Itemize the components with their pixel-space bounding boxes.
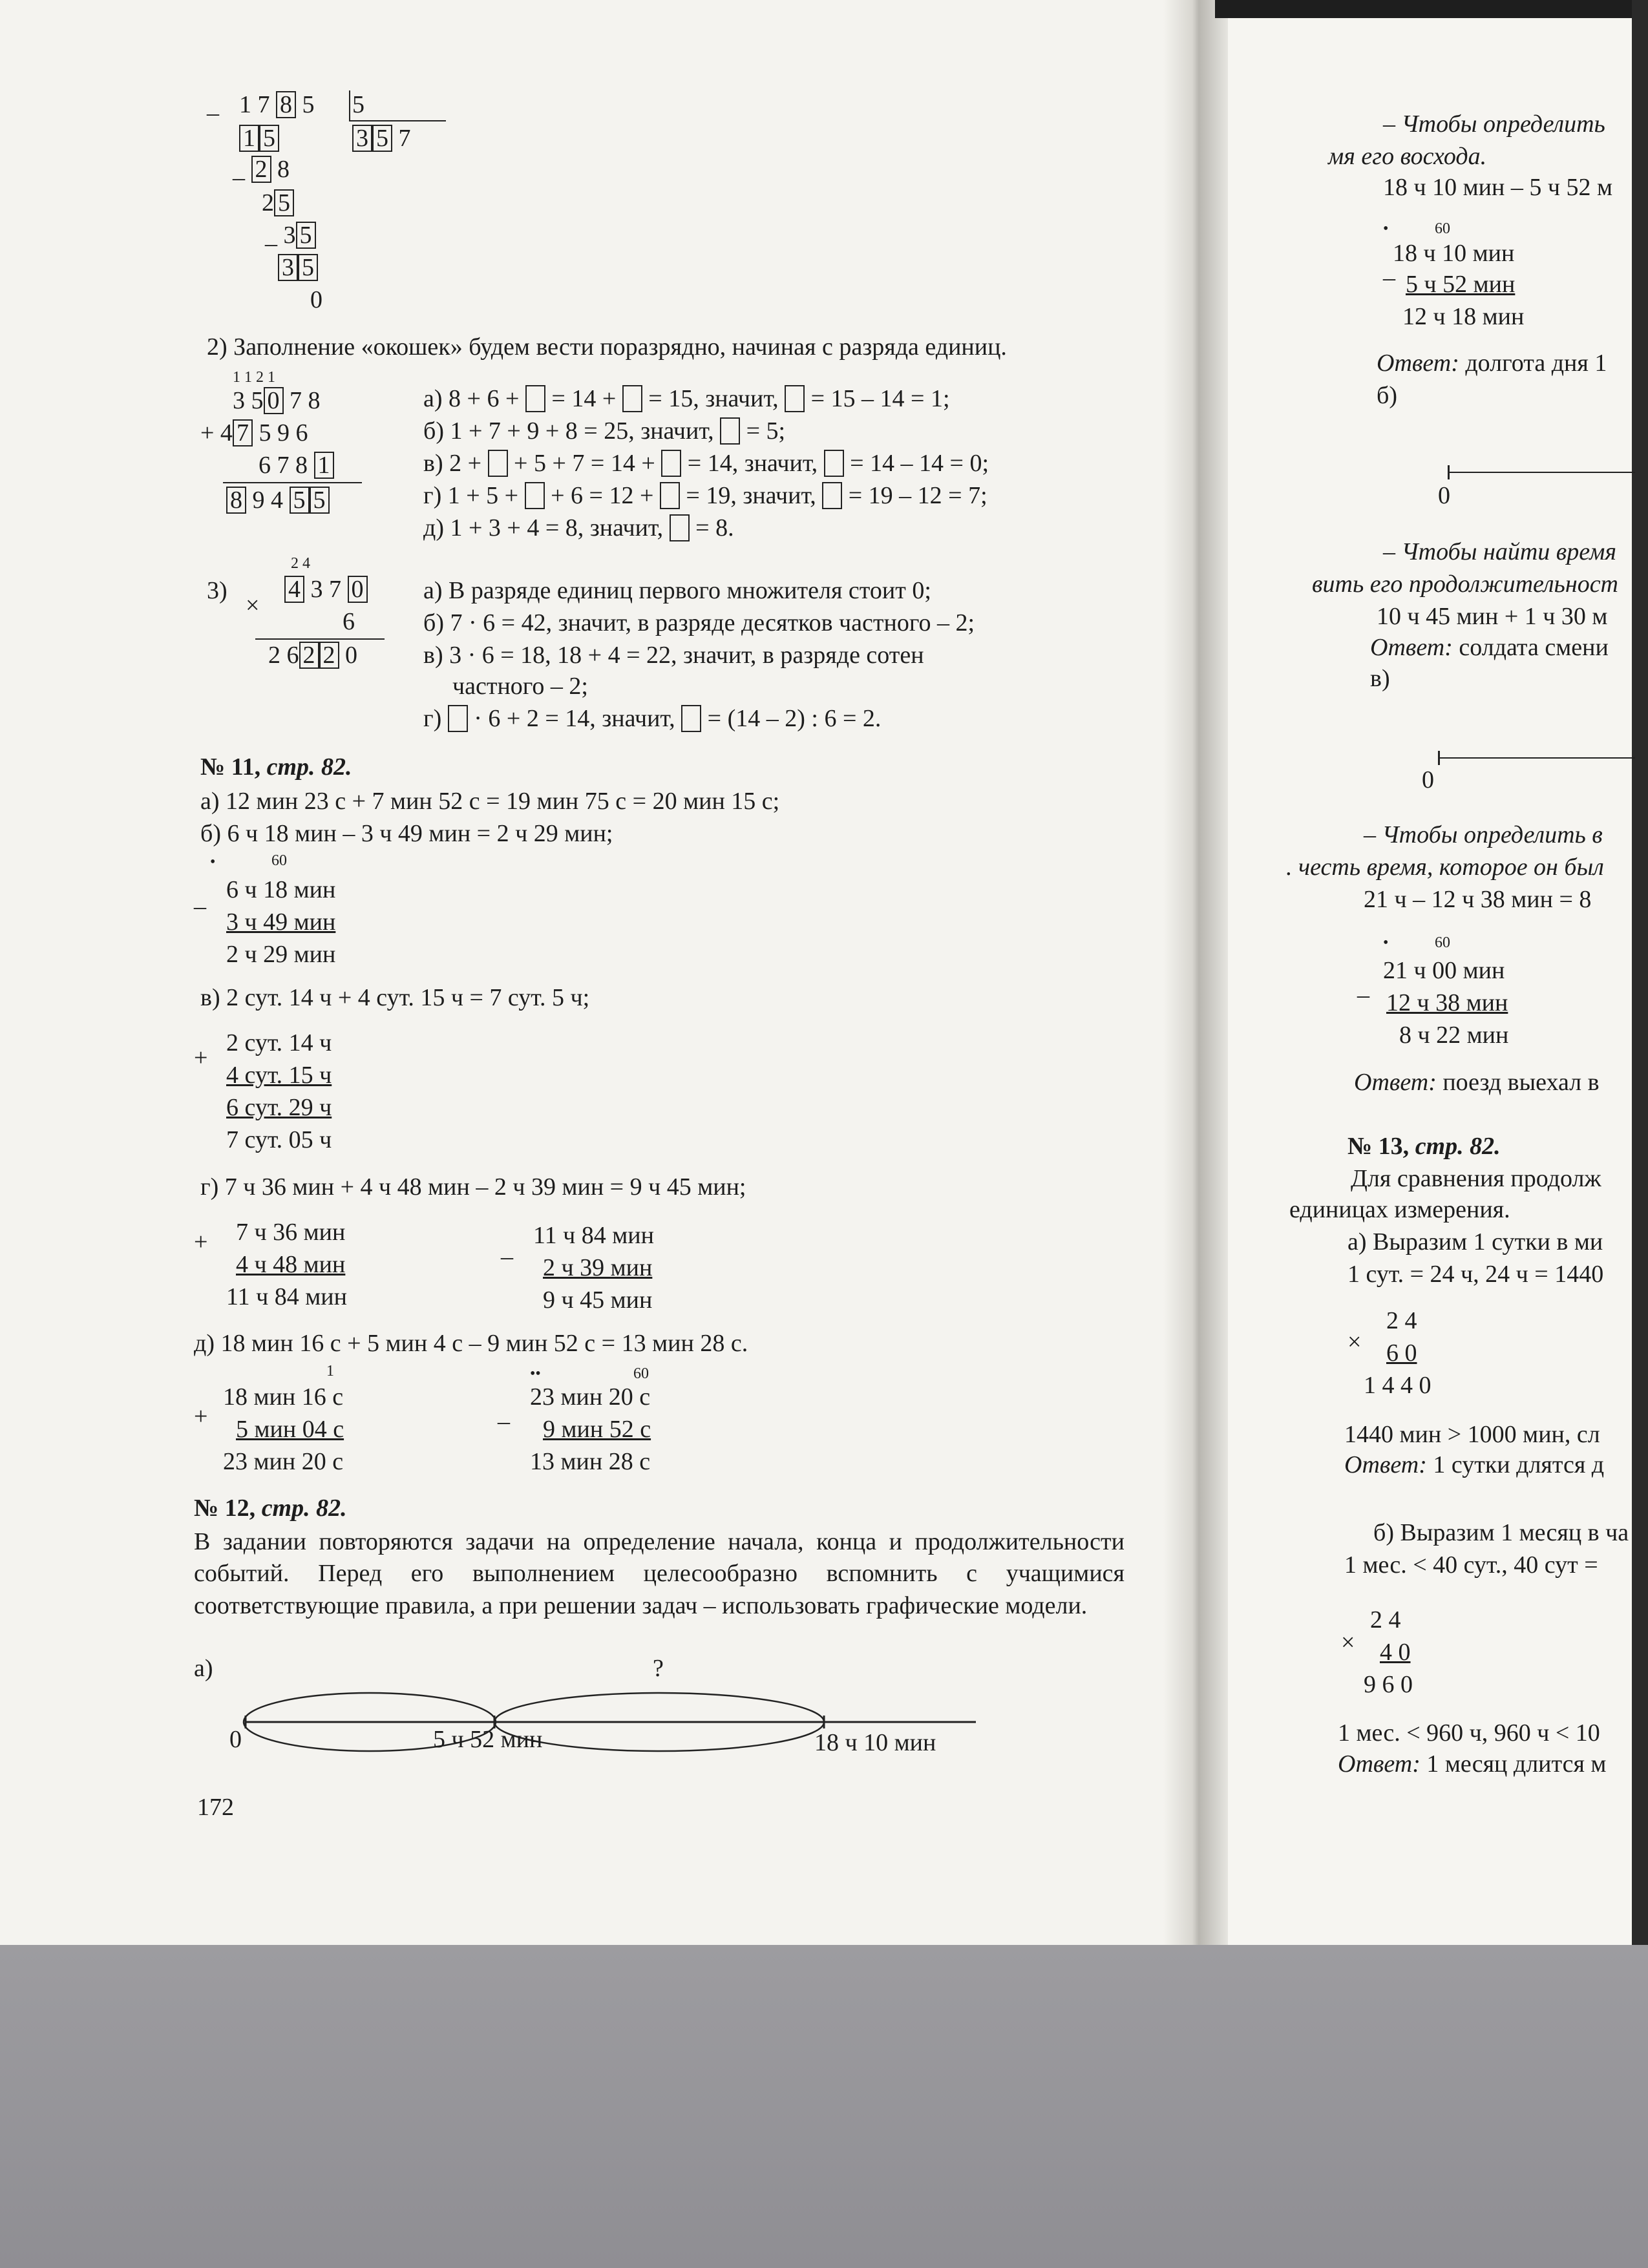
answer-text: солдата смени	[1459, 634, 1609, 661]
minus-sign: _	[498, 1400, 510, 1427]
column-row: 5 ч 52 мин	[1406, 271, 1516, 298]
column-row: 4 ч 48 мин	[236, 1251, 346, 1278]
empty-box	[661, 450, 681, 477]
exercise-12-heading	[194, 1494, 347, 1524]
carry-digit: 1	[326, 1363, 334, 1380]
column-row: 12 ч 18 мин	[1402, 303, 1525, 330]
text: + 6 = 12 +	[551, 482, 654, 509]
digit-box: 3	[278, 254, 298, 281]
borrow-dot: •	[1383, 934, 1389, 951]
page-number: 172	[197, 1794, 234, 1821]
digit-box: 0	[264, 387, 284, 414]
exercise-page: стр. 82.	[266, 753, 352, 781]
item-a: а) 12 мин 23 с + 7 мин 52 с = 19 мин 75 с = 20 мин 15 с;	[200, 788, 780, 815]
answer-label: Ответ:	[1344, 1451, 1427, 1478]
column-row: 9 6 0	[1364, 1671, 1413, 1698]
step-v	[423, 449, 989, 479]
empty-box	[720, 417, 740, 445]
digits: 2 6	[268, 642, 299, 669]
column-row: 2 4	[1370, 1606, 1401, 1633]
scan-edge-top	[1215, 0, 1648, 18]
timeline-zero: 0	[229, 1726, 242, 1753]
borrow-60: 60	[633, 1365, 649, 1382]
digit-box: 1	[239, 125, 259, 152]
column-row: 2 ч 29 мин	[226, 941, 336, 968]
section2-heading: 2) Заполнение «окошек» будем вести поразрядно, начиная с разряда единиц.	[207, 333, 1007, 361]
right-text: 1 мес. < 960 ч, 960 ч < 10	[1338, 1719, 1600, 1747]
scan-edge-right	[1632, 0, 1648, 1951]
empty-box	[822, 482, 842, 509]
timeline-tick	[1448, 465, 1450, 479]
digits: 7 8	[290, 387, 321, 414]
exercise-number: № 12,	[194, 1495, 256, 1522]
borrow-dots: ••	[530, 1365, 541, 1382]
digit-box: 5	[310, 487, 330, 514]
exercise-12-text: В задании повторяются задачи на определение начала, конца и продолжительности событий. Перед его выполнением целесообразно вспомнить с учащимися соответствующие правила, а при решении задач – использовать графические модели.	[194, 1528, 1125, 1619]
digit: 2	[262, 189, 274, 216]
digits: 6 7 8	[259, 452, 308, 479]
division-row	[262, 189, 294, 218]
divisor: 5	[352, 91, 364, 118]
sum-line	[223, 482, 362, 483]
item-g: г) 7 ч 36 мин + 4 ч 48 мин – 2 ч 39 мин = 9 ч 45 мин;	[200, 1173, 746, 1201]
times-sign: ×	[1341, 1629, 1355, 1656]
digit-box: 2	[299, 642, 319, 669]
text: г)	[423, 705, 442, 732]
text: = 14, значит,	[687, 450, 818, 477]
right-text: – Чтобы найти время	[1383, 538, 1617, 565]
answer-label: Ответ:	[1370, 634, 1453, 661]
empty-box	[670, 514, 690, 541]
digit-box: 5	[296, 222, 316, 249]
step-a: а) В разряде единиц первого множителя стоит 0;	[423, 577, 931, 604]
item-label: в)	[1370, 665, 1390, 692]
text: = (14 – 2) : 6 = 2.	[707, 705, 882, 732]
borrow-dot: •	[1383, 220, 1389, 237]
empty-box	[448, 705, 468, 732]
product-line	[255, 638, 385, 640]
text: = 8.	[695, 514, 734, 541]
digit-box: 5	[259, 125, 279, 152]
carry-digits: 1 1 2 1	[233, 369, 275, 386]
timeline-label: 5 ч 52 мин	[433, 1726, 543, 1753]
column-row: 18 мин 16 с	[223, 1383, 344, 1411]
answer-line	[1377, 349, 1607, 379]
sum	[226, 486, 330, 516]
column-row: 21 ч 00 мин	[1383, 957, 1505, 984]
division-row	[239, 90, 315, 120]
timeline-zero: 0	[1422, 766, 1434, 793]
digits: 5 9 6	[259, 419, 308, 446]
digit-box: 1	[314, 452, 334, 479]
digit-box: 8	[226, 487, 246, 514]
digit-box: 7	[233, 419, 253, 446]
multiplier: 6	[343, 608, 355, 635]
empty-box	[525, 385, 545, 412]
column-row: 2 сут. 14 ч	[226, 1029, 332, 1056]
item-v: в) 2 сут. 14 ч + 4 сут. 15 ч = 7 сут. 5 ч;	[200, 984, 590, 1011]
division-row	[239, 124, 279, 154]
column-row: 9 мин 52 с	[543, 1416, 651, 1443]
answer-label: Ответ:	[1354, 1069, 1437, 1096]
text: · 6 + 2 = 14, значит,	[474, 705, 675, 732]
digit-box: 2	[319, 642, 339, 669]
column-row: 12 ч 38 мин	[1386, 989, 1508, 1016]
digit-box: 5	[298, 254, 318, 281]
exercise-page: стр. 82.	[261, 1495, 347, 1522]
exercise-13-heading	[1347, 1132, 1501, 1162]
right-text: а) Выразим 1 сутки в ми	[1347, 1228, 1603, 1255]
answer-label: Ответ:	[1377, 350, 1459, 377]
division-row	[265, 221, 316, 251]
text: б) 1 + 7 + 9 + 8 = 25, значит,	[423, 417, 714, 445]
borrow-dot: •	[210, 854, 216, 870]
section3-label: 3)	[207, 577, 227, 604]
column-row: 18 ч 10 мин	[1393, 240, 1515, 267]
text: = 5;	[746, 417, 786, 445]
column-row: 7 сут. 05 ч	[226, 1126, 332, 1153]
scanner-bed	[0, 1945, 1648, 2268]
timeline-axis	[1438, 757, 1635, 759]
column-row: 3 ч 49 мин	[226, 908, 336, 936]
timeline-zero: 0	[1438, 482, 1450, 509]
right-text: Для сравнения продолж	[1351, 1165, 1601, 1192]
step-b: б) 7 · 6 = 42, значит, в разряде десятков частного – 2;	[423, 609, 975, 636]
answer-text: 1 месяц длится м	[1426, 1750, 1607, 1778]
empty-box	[488, 450, 508, 477]
text: д) 1 + 3 + 4 = 8, значит,	[423, 514, 664, 541]
quotient-end: 7	[398, 125, 411, 152]
column-row: 6 сут. 29 ч	[226, 1094, 332, 1121]
right-text: 1 мес. < 40 сут., 40 сут =	[1344, 1551, 1598, 1579]
empty-box	[660, 482, 680, 509]
empty-box	[525, 482, 545, 509]
empty-box	[785, 385, 805, 412]
step-v: в) 3 · 6 = 18, 18 + 4 = 22, значит, в разряде сотен	[423, 642, 924, 669]
timeline-tick	[1438, 751, 1440, 765]
digit: 8	[277, 156, 290, 183]
text: + 5 + 7 = 14 +	[514, 450, 655, 477]
borrow-60: 60	[1435, 934, 1450, 951]
minus-sign: _	[1357, 973, 1369, 1000]
carry-digits: 2 4	[291, 555, 310, 572]
right-text: – Чтобы определить в	[1364, 821, 1603, 848]
division-row	[233, 155, 290, 185]
plus-sign: +	[194, 1403, 208, 1430]
borrow-60: 60	[1435, 220, 1450, 237]
column-row: 8 ч 22 мин	[1399, 1022, 1509, 1049]
answer-text: поезд выехал в	[1442, 1069, 1600, 1096]
exercise-number: № 13,	[1347, 1133, 1410, 1160]
minus-sign: _	[501, 1235, 513, 1262]
divisor-line	[349, 120, 446, 121]
digit-box: 5	[290, 487, 310, 514]
empty-box	[681, 705, 701, 732]
right-text: вить его продолжительност	[1312, 571, 1618, 598]
column-row: 2 ч 39 мин	[543, 1254, 653, 1281]
minus-sign: _	[265, 222, 277, 249]
column-row: 9 ч 45 мин	[543, 1286, 653, 1314]
times-sign: ×	[246, 592, 260, 619]
right-text: единицах измерения.	[1289, 1196, 1510, 1223]
digit-box: 3	[352, 125, 372, 152]
plus-sign: +	[194, 1228, 208, 1255]
digits: + 4	[200, 419, 233, 446]
division-minus: _	[207, 91, 219, 118]
right-text: . честь время, которое он был	[1286, 854, 1604, 881]
addend-1	[233, 386, 321, 416]
column-row: 6 0	[1386, 1339, 1417, 1367]
digit-box: 5	[372, 125, 392, 152]
book-gutter	[1163, 0, 1228, 1951]
text: = 19, значит,	[686, 482, 816, 509]
step-d	[423, 514, 734, 543]
right-text: 10 ч 45 мин + 1 ч 30 м	[1377, 603, 1608, 630]
item-label: б)	[1377, 382, 1397, 409]
division-row	[278, 253, 318, 283]
division-remainder: 0	[310, 286, 322, 313]
column-row: 23 мин 20 с	[530, 1383, 651, 1411]
answer-label: Ответ:	[1338, 1750, 1421, 1778]
step-g	[423, 704, 881, 734]
plus-sign: +	[194, 1044, 208, 1071]
borrow-60: 60	[271, 852, 287, 869]
digit: 3	[283, 222, 296, 249]
dividend-start: 1 7	[239, 91, 270, 118]
right-text: б) Выразим 1 месяц в ча	[1373, 1519, 1629, 1546]
timeline-axis	[1448, 472, 1635, 473]
answer-line	[1370, 633, 1609, 663]
empty-box	[824, 450, 844, 477]
text: г) 1 + 5 +	[423, 482, 519, 509]
step-g	[423, 481, 988, 511]
multiplicand	[284, 575, 368, 605]
minus-sign: _	[233, 156, 245, 183]
right-text: 1440 мин > 1000 мин, сл	[1344, 1421, 1600, 1448]
minus-sign: _	[1383, 256, 1395, 283]
times-sign: ×	[1347, 1328, 1362, 1356]
digit-box: 0	[348, 576, 368, 603]
empty-box	[622, 385, 642, 412]
digit-box: 8	[276, 91, 296, 118]
timeline-label: 18 ч 10 мин	[814, 1729, 936, 1756]
column-row: 4 сут. 15 ч	[226, 1062, 332, 1089]
answer-text: долгота дня 1	[1465, 350, 1607, 377]
quotient	[352, 124, 411, 154]
digit-box: 4	[284, 576, 304, 603]
column-row: 11 ч 84 мин	[226, 1283, 347, 1310]
column-row: 6 ч 18 мин	[226, 876, 336, 903]
addend-2	[200, 419, 308, 448]
column-row: 4 0	[1380, 1639, 1411, 1666]
text: = 14 – 14 = 0;	[850, 450, 989, 477]
divisor-bar	[349, 90, 350, 121]
text: в) 2 +	[423, 450, 482, 477]
item-a-label: а)	[194, 1655, 213, 1682]
step-a	[423, 384, 950, 414]
exercise-number: № 11,	[200, 753, 261, 781]
text: = 15, значит,	[648, 385, 779, 412]
question-mark: ?	[653, 1655, 664, 1682]
column-row: 5 мин 04 с	[236, 1416, 344, 1443]
right-text: 1 сут. = 24 ч, 24 ч = 1440	[1347, 1261, 1604, 1288]
column-row: 1 4 4 0	[1364, 1372, 1431, 1399]
digit-box: 5	[274, 189, 294, 216]
digits: 3 5	[233, 387, 264, 414]
digit-box: 2	[251, 156, 271, 183]
step-b	[423, 417, 785, 446]
step-v-cont: частного – 2;	[452, 673, 588, 700]
exercise-page: стр. 82.	[1415, 1133, 1501, 1160]
answer-line	[1354, 1068, 1600, 1098]
minus-sign: _	[194, 885, 206, 912]
dividend-end: 5	[302, 91, 315, 118]
text: = 15 – 14 = 1;	[810, 385, 950, 412]
exercise-11-heading	[200, 753, 352, 782]
text: а) 8 + 6 +	[423, 385, 520, 412]
column-row: 2 4	[1386, 1307, 1417, 1334]
column-row: 23 мин 20 с	[223, 1448, 344, 1475]
right-text: 18 ч 10 мин – 5 ч 52 м	[1383, 174, 1612, 201]
item-d: д) 18 мин 16 с + 5 мин 4 с – 9 мин 52 с = 13 мин 28 с.	[194, 1330, 748, 1357]
digits: 3 7	[310, 576, 341, 603]
text: = 14 +	[551, 385, 617, 412]
answer-line	[1344, 1451, 1604, 1480]
column-row: 7 ч 36 мин	[236, 1219, 346, 1246]
addend-3	[259, 451, 334, 481]
right-text: – Чтобы определить	[1383, 110, 1605, 138]
digits: 0	[345, 642, 357, 669]
right-text: мя его восхода.	[1328, 143, 1487, 170]
text: = 19 – 12 = 7;	[848, 482, 988, 509]
product	[268, 641, 357, 671]
digits: 9 4	[252, 487, 283, 514]
column-row: 11 ч 84 мин	[533, 1222, 654, 1249]
item-b: б) 6 ч 18 мин – 3 ч 49 мин = 2 ч 29 мин;	[200, 820, 613, 847]
answer-text: 1 сутки длятся д	[1433, 1451, 1605, 1478]
right-text: 21 ч – 12 ч 38 мин = 8	[1364, 886, 1592, 913]
column-row: 13 мин 28 с	[530, 1448, 651, 1475]
answer-line	[1338, 1750, 1606, 1780]
